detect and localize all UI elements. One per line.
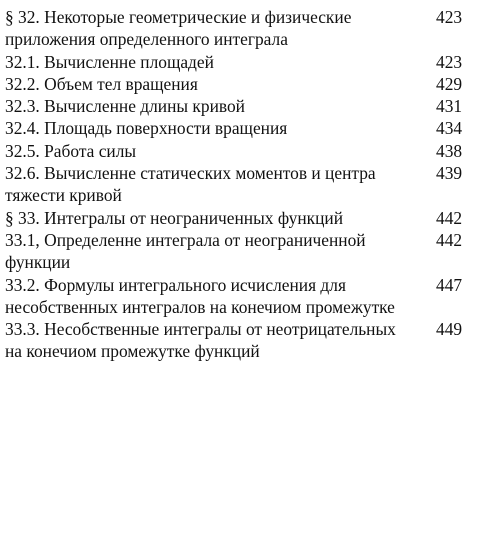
- toc-entry-title: § 33. Интегралы от неограниченных функций: [5, 207, 344, 228]
- toc-entry-title: 32.3. Вычисленне длины кривой: [5, 96, 245, 117]
- toc-entry: [5, 140, 473, 162]
- toc-entry: [5, 274, 473, 319]
- toc-entry: [5, 51, 473, 73]
- toc-entry-title: 32.5. Работа силы: [5, 140, 137, 161]
- toc-entry-page: 429: [436, 73, 463, 94]
- table-of-contents: [5, 6, 473, 363]
- toc-entry-page: 423: [436, 7, 463, 27]
- toc-entry-page: 442: [436, 207, 463, 228]
- toc-entry-title: 32.1. Вычисленне площадей: [5, 51, 214, 72]
- toc-entry-title: § 32. Некоторые геометрические и физические приложения определенного интеграла: [5, 7, 352, 50]
- toc-entry-title: 32.6. Вычисленне статических моментов и центра тяжести кривой: [5, 163, 376, 206]
- toc-entry: [5, 229, 473, 274]
- toc-entry: [5, 117, 473, 139]
- toc-entry-title: 32.2. Объем тел вращения: [5, 73, 198, 94]
- toc-entry-title: 33.1, Определенне интеграла от неограниченной функции: [5, 229, 366, 273]
- toc-entry-page: 423: [436, 51, 463, 72]
- toc-entry-title: 32.4. Площадь поверхности вращения: [5, 118, 288, 139]
- toc-entry: [5, 95, 473, 117]
- toc-entry: [5, 207, 473, 229]
- toc-entry-page: 431: [436, 96, 463, 117]
- toc-entry-page: 442: [436, 229, 463, 250]
- toc-entry: [5, 162, 473, 207]
- toc-entry: [5, 318, 473, 363]
- toc-entry: [5, 73, 473, 95]
- toc-entry-page: 438: [436, 140, 463, 161]
- toc-entry: [5, 6, 473, 51]
- toc-entry-page: 439: [436, 163, 463, 184]
- toc-entry-title: 33.2. Формулы интегрального исчисления для несобственных интегралов на конечиом промежутке: [5, 274, 395, 317]
- toc-entry-title: 33.3. Несобственные интегралы от неотрицательных на конечиом промежутке функций: [5, 319, 396, 362]
- toc-entry-page: 449: [436, 319, 463, 340]
- toc-entry-page: 434: [436, 118, 463, 139]
- toc-entry-page: 447: [436, 274, 463, 295]
